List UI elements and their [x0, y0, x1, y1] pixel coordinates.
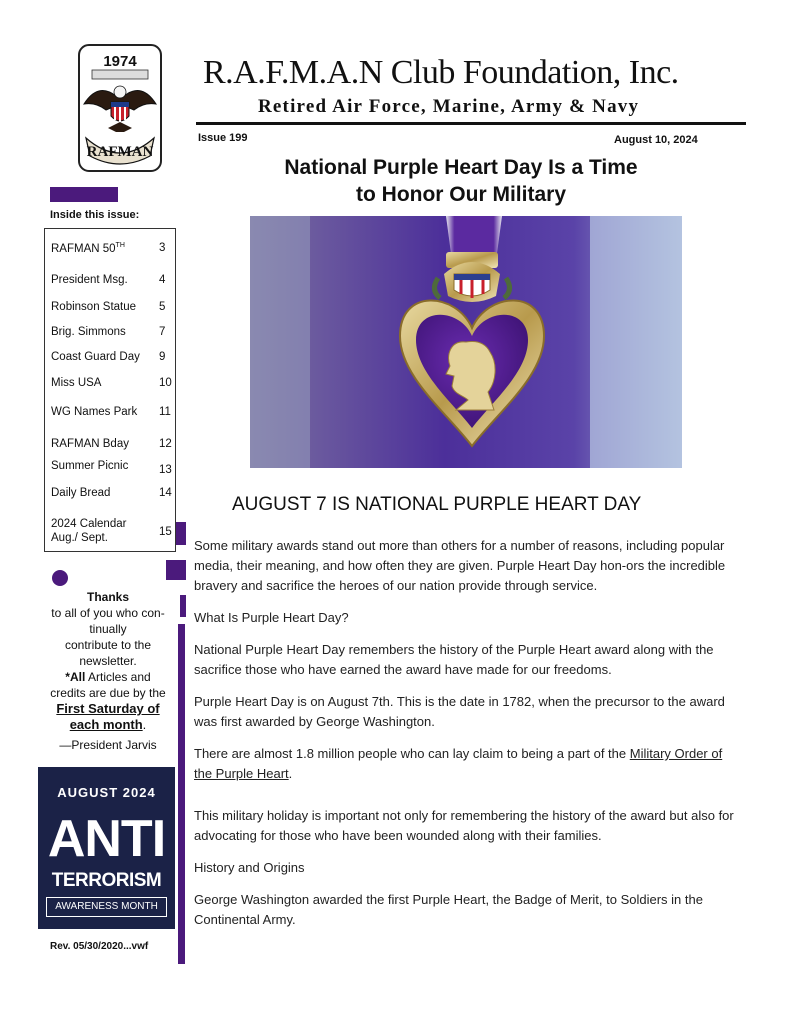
newsletter-subtitle: Retired Air Force, Marine, Army & Navy [258, 96, 640, 117]
deadline-period: . [142, 717, 147, 732]
badge-anti: ANTI [47, 810, 166, 868]
toc-item-label: Brig. Simmons [51, 326, 126, 338]
deadline-line-2-wrap [40, 717, 176, 733]
toc-item[interactable] [51, 460, 172, 476]
toc-item-page: 7 [159, 326, 166, 338]
page-headline [236, 154, 686, 208]
purple-heart-medal-photo [250, 216, 682, 468]
toc-item[interactable] [51, 438, 171, 450]
anti-terrorism-badge [38, 767, 175, 929]
thanks-line: credits are due by the [50, 686, 166, 700]
toc-item-label: RAFMAN Bday [51, 438, 129, 450]
toc-item-label-line-2: Aug./ Sept. [51, 532, 108, 544]
toc-item-page: 11 [159, 406, 171, 418]
toc-item-label: Daily Bread [51, 487, 111, 499]
inside-issue-label: Inside this issue: [50, 209, 140, 221]
badge-terrorism: TERRORISM [51, 870, 162, 891]
toc-item[interactable] [51, 242, 171, 255]
toc-item[interactable] [51, 326, 171, 338]
thanks-line: contribute to the [64, 638, 152, 652]
newsletter-title: R.A.F.M.A.N Club Foundation, Inc. [203, 54, 679, 91]
article-paragraph [194, 744, 734, 784]
thanks-heading: Thanks [86, 590, 129, 604]
toc-item-page: 10 [159, 377, 172, 389]
headline-line-1: National Purple Heart Day Is a Time [284, 156, 638, 179]
accent-bar [176, 522, 186, 545]
toc-item-label: Robinson Statue [51, 301, 137, 313]
toc-item[interactable] [51, 351, 171, 363]
toc-item-page: 4 [159, 274, 166, 286]
thanks-signoff: —President Jarvis [59, 738, 157, 752]
masthead-rule [196, 122, 746, 125]
article-paragraph: National Purple Heart Day remembers the history of the Purple Heart award along with the sacrifice those who have earned the award have made for our freedoms. [194, 642, 714, 677]
article-subheading: What Is Purple Heart Day? [194, 610, 349, 625]
thanks-line: newsletter. [79, 654, 137, 668]
article-text: There are almost 1.8 million people who can lay claim to being a part of the [194, 746, 630, 761]
toc-item-superscript: TH [115, 242, 125, 249]
thanks-articles: Articles and [85, 670, 151, 684]
deadline-line-1: First Saturday of [56, 701, 160, 716]
toc-item-page: 5 [159, 301, 166, 313]
toc-item-page: 3 [159, 242, 166, 254]
article-paragraph: George Washington awarded the first Purple Heart, the Badge of Merit, to Soldiers in the Continental Army. [194, 892, 703, 927]
logo-year: 1974 [103, 53, 137, 70]
article-paragraph: Some military awards stand out more than others for a number of reasons, including popular media, their meaning, and how often they are given. Purple Heart Day hon-ors the incredible bravery and sacrifice the heroes of our nation provide through service. [194, 538, 726, 593]
article-text: . [288, 766, 293, 781]
badge-awareness: AWARENESS MONTH [46, 897, 167, 917]
toc-item-page: 13 [159, 464, 172, 476]
toc-item-label: Summer Picnic [51, 460, 129, 472]
headline-line-2: to Honor Our Military [356, 183, 566, 206]
issue-number: Issue 199 [198, 132, 248, 144]
accent-bar [166, 560, 186, 580]
thanks-note [40, 589, 176, 753]
military-order-link[interactable]: Military Order of the Purple Heart [194, 746, 723, 781]
article-heading: AUGUST 7 IS NATIONAL PURPLE HEART DAY [232, 494, 642, 515]
article-body [194, 536, 734, 942]
article-subheading: History and Origins [194, 860, 305, 875]
accent-bar [180, 595, 186, 617]
thanks-line [40, 669, 176, 685]
deadline-line-2: each month [69, 717, 143, 732]
toc-item[interactable] [51, 274, 171, 286]
sidebar-accent-tab [50, 187, 118, 202]
toc-item-label: Miss USA [51, 377, 102, 389]
column-divider-bar [178, 624, 185, 964]
revision-note: Rev. 05/30/2020...vwf [50, 941, 149, 952]
toc-item-page: 9 [159, 351, 166, 363]
thanks-all: *All [65, 670, 86, 684]
toc-item-page: 14 [159, 487, 172, 499]
toc-item[interactable] [51, 406, 171, 418]
accent-dot [52, 570, 68, 586]
toc-item-label: 2024 Calendar [51, 518, 127, 530]
toc-item-label: RAFMAN 50 [51, 242, 116, 255]
toc-item-label: Coast Guard Day [51, 351, 140, 363]
toc-item-label: WG Names Park [51, 406, 138, 418]
toc-item[interactable] [51, 377, 171, 389]
toc-item[interactable] [51, 487, 171, 499]
toc-item-page: 15 [159, 526, 172, 538]
thanks-line: to all of you who con- [51, 606, 165, 620]
badge-month: AUGUST 2024 [57, 785, 156, 800]
toc-item-page: 12 [159, 438, 172, 450]
toc-item[interactable] [51, 301, 171, 313]
issue-date: August 10, 2024 [614, 134, 698, 146]
logo-name: RAFMAN [86, 144, 154, 160]
thanks-line: tinually [89, 622, 127, 636]
toc-item-label: President Msg. [51, 274, 128, 286]
article-paragraph: This military holiday is important not only for remembering the history of the award but also for advocating for those who have been wounded along with their families. [194, 808, 734, 843]
rafman-logo [78, 44, 162, 172]
toc-item[interactable] [51, 517, 171, 545]
article-paragraph: Purple Heart Day is on August 7th. This is the date in 1782, when the precursor to the award was first awarded by George Washington. [194, 694, 725, 729]
table-of-contents [44, 228, 176, 552]
